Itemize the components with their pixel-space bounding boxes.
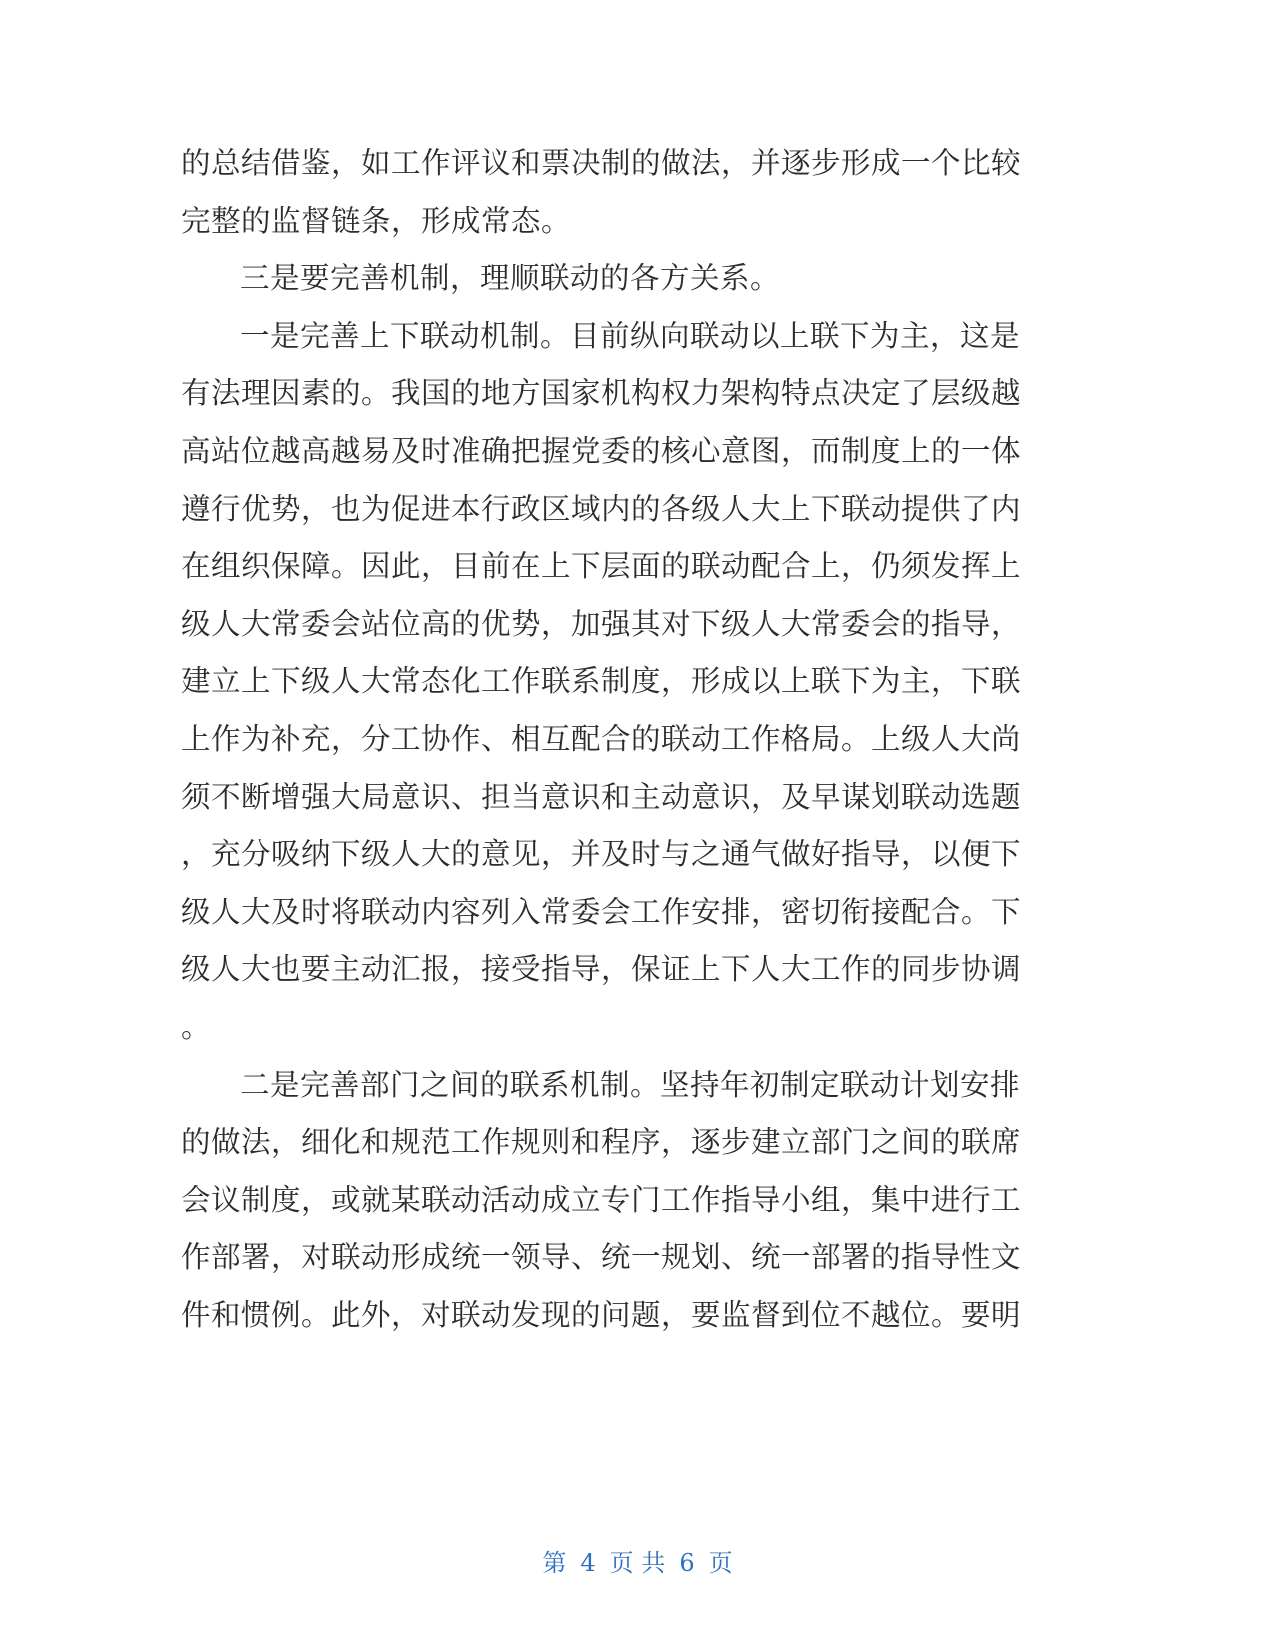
- total-pages: 6: [679, 1549, 695, 1577]
- paragraph-heading: 三是要完善机制，理顺联动的各方关系。: [240, 261, 781, 295]
- text-line: 有法理因素的。我国的地方国家机构权力架构特点决定了层级越: [181, 376, 1022, 410]
- text-line: ，充分吸纳下级人大的意见，并及时与之通气做好指导，以便下: [181, 837, 1022, 871]
- text-line: 建立上下级人大常态化工作联系制度，形成以上联下为主，下联: [181, 664, 1022, 698]
- text-line: 二是完善部门之间的联系机制。坚持年初制定联动计划安排: [240, 1068, 1021, 1102]
- text-line: 在组织保障。因此，目前在上下层面的联动配合上，仍须发挥上: [181, 549, 1022, 583]
- text-line: 级人大常委会站位高的优势，加强其对下级人大常委会的指导，: [181, 607, 1022, 641]
- text-line: 高站位越高越易及时准确把握党委的核心意图，而制度上的一体: [181, 434, 1022, 468]
- text-line: 完整的监督链条，形成常态。: [181, 204, 572, 238]
- text-line: 级人大及时将联动内容列入常委会工作安排，密切衔接配合。下: [181, 895, 1022, 929]
- text-line: 的做法，细化和规范工作规则和程序，逐步建立部门之间的联席: [181, 1125, 1022, 1159]
- text-line: 会议制度，或就某联动活动成立专门工作指导小组，集中进行工: [181, 1183, 1022, 1217]
- footer-suffix: 页: [708, 1549, 733, 1577]
- page-number: 4: [580, 1549, 596, 1577]
- text-line: 件和惯例。此外，对联动发现的问题，要监督到位不越位。要明: [181, 1298, 1022, 1332]
- text-line: 上作为补充，分工协作、相互配合的联动工作格局。上级人大尚: [181, 722, 1022, 756]
- text-line: 一是完善上下联动机制。目前纵向联动以上联下为主，这是: [240, 319, 1021, 353]
- text-line: 遵行优势，也为促进本行政区域内的各级人大上下联动提供了内: [181, 492, 1022, 526]
- footer-middle: 页 共: [609, 1549, 666, 1577]
- text-line: 的总结借鉴，如工作评议和票决制的做法，并逐步形成一个比较: [181, 146, 1022, 180]
- footer-prefix: 第: [542, 1549, 567, 1577]
- text-line: 级人大也要主动汇报，接受指导，保证上下人大工作的同步协调: [181, 952, 1022, 986]
- text-line: 。: [181, 1010, 212, 1044]
- text-line: 须不断增强大局意识、担当意识和主动意识，及早谋划联动选题: [181, 780, 1022, 814]
- text-line: 作部署，对联动形成统一领导、统一规划、统一部署的指导性文: [181, 1240, 1022, 1274]
- page-footer: [0, 1547, 1275, 1579]
